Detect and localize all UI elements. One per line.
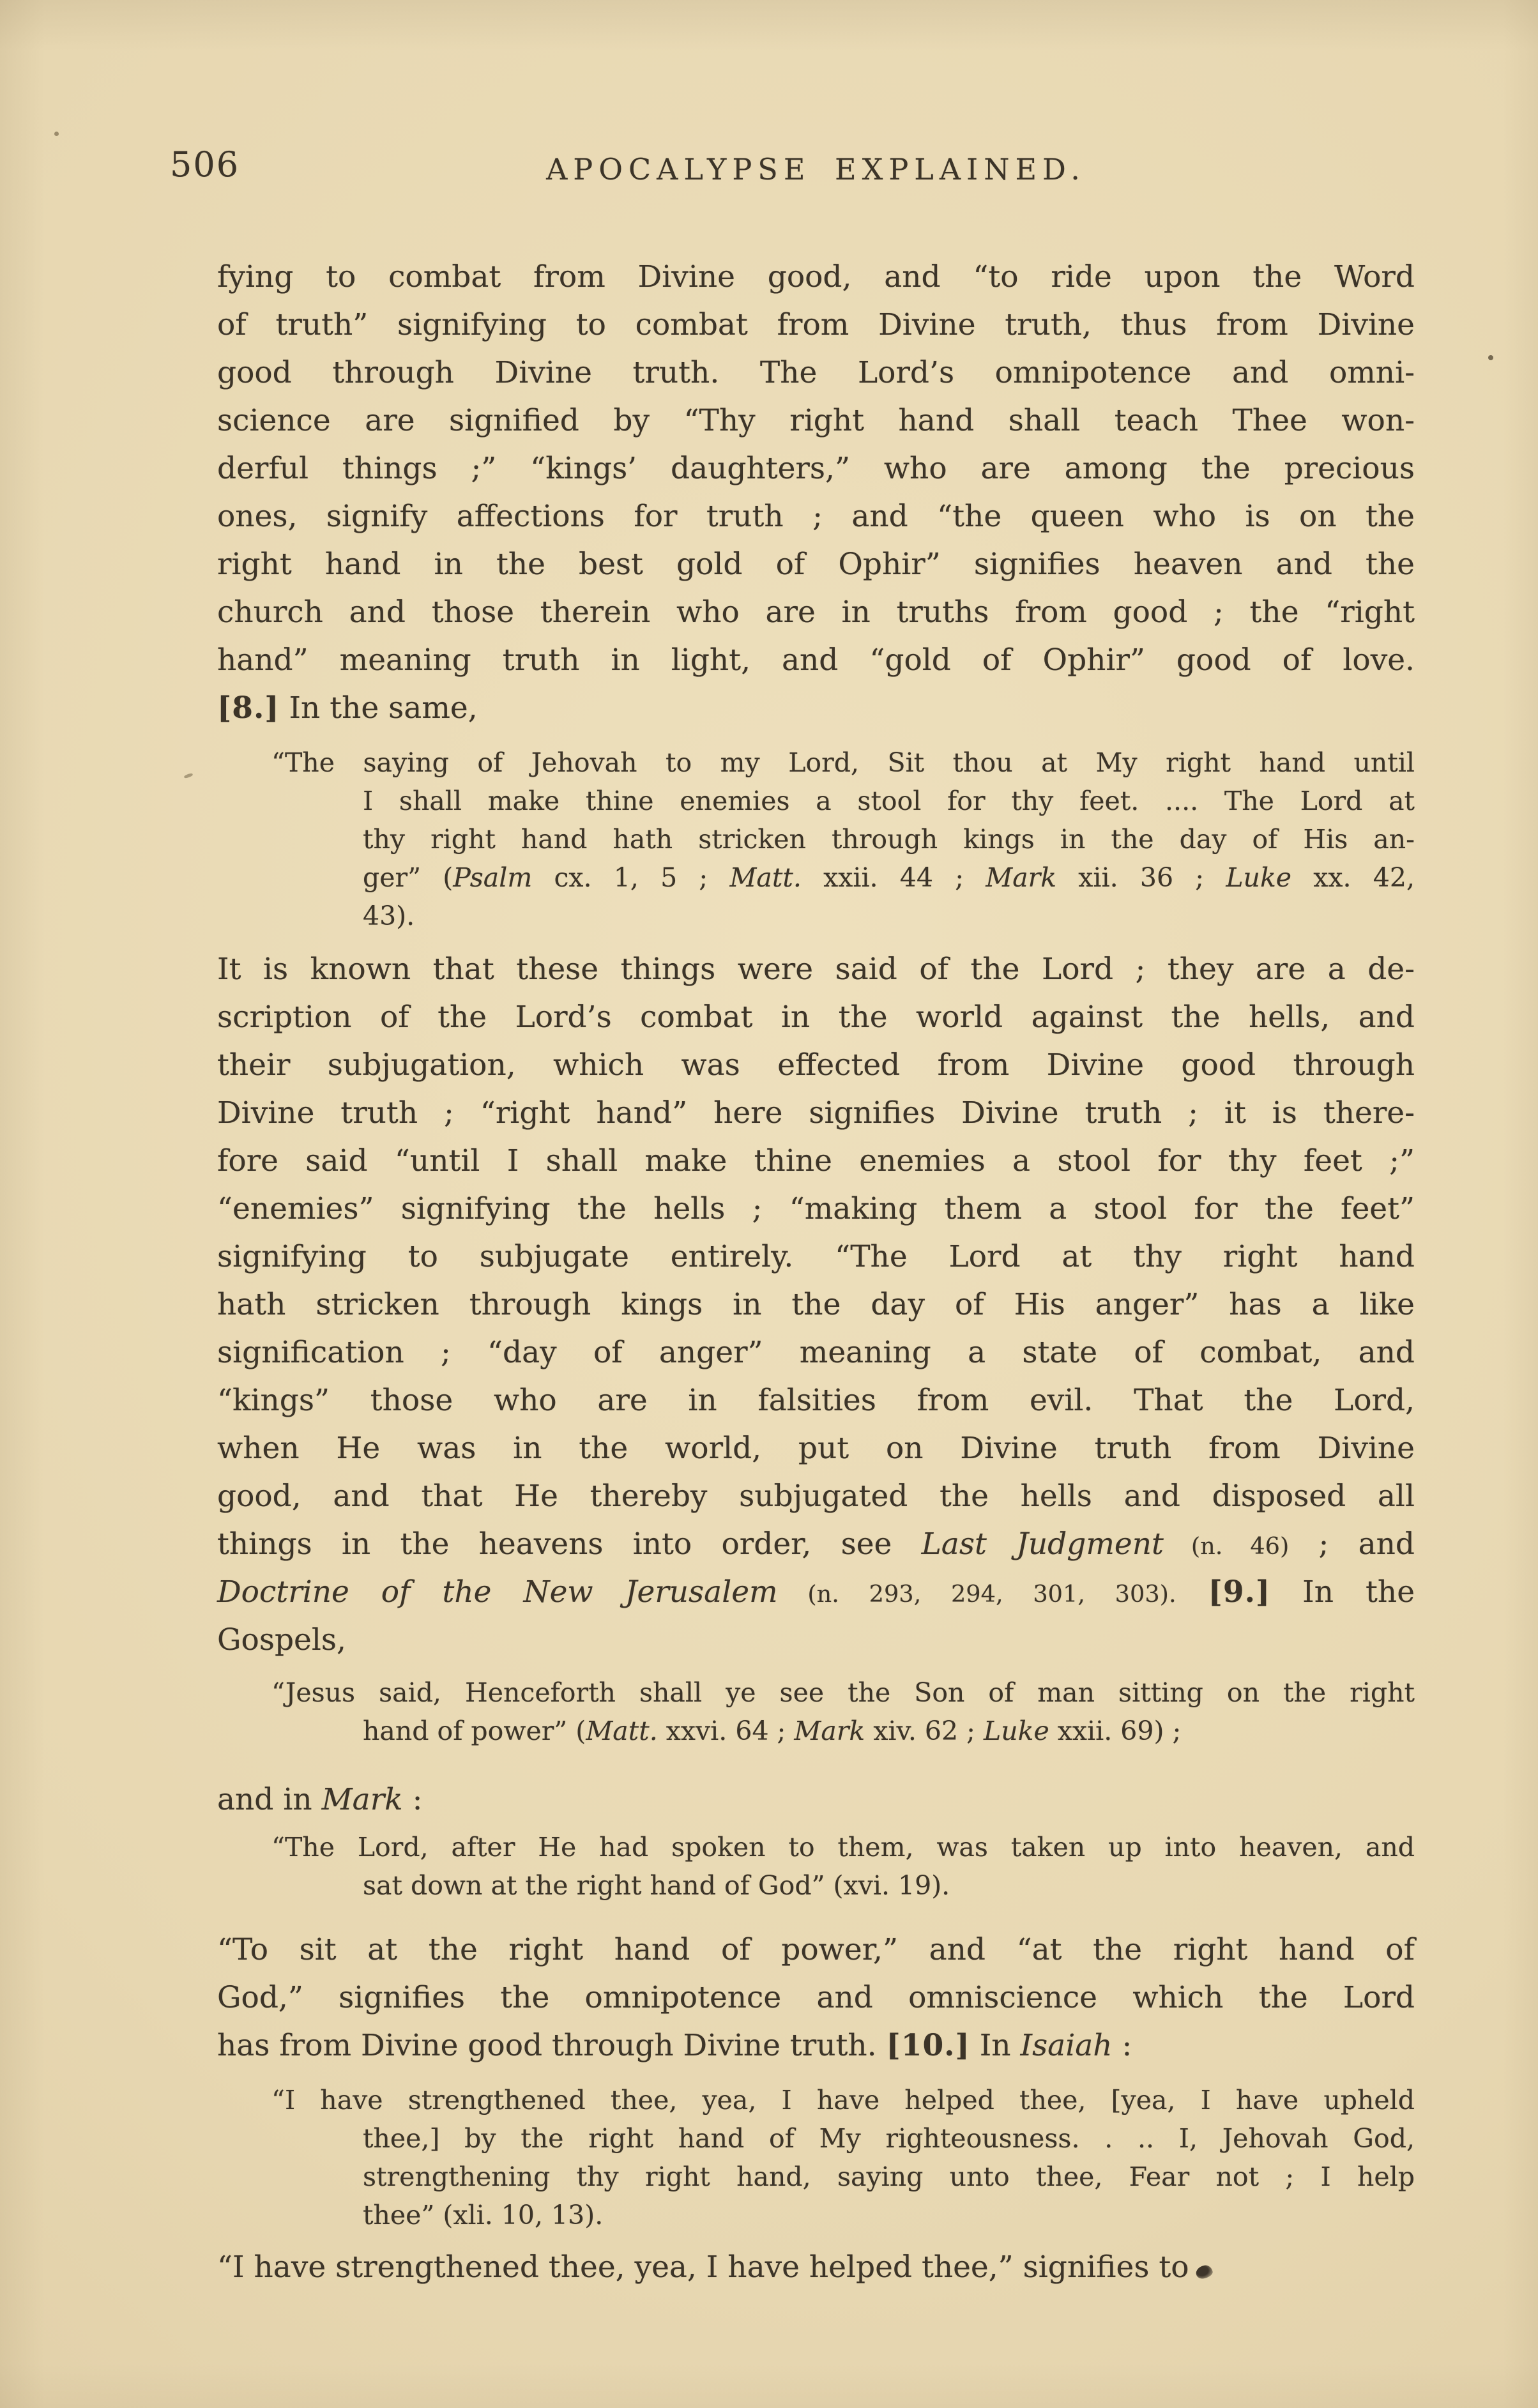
text-line: I shall make thine enemies a stool for thy feet. .... The Lord at (363, 786, 1415, 816)
text-line: “To sit at the right hand of power,” and “at the right hand of (217, 1932, 1415, 1967)
paragraph (217, 2243, 1415, 2291)
text-line: church and those therein who are in truths from good ; the “right (217, 595, 1415, 630)
text-line: good through Divine truth. The Lord’s omnipotence and omni- (217, 355, 1415, 390)
scripture-quote (217, 1673, 1415, 1750)
paper-speck (1488, 355, 1493, 360)
paper-speck (54, 132, 59, 136)
text-line: right hand in the best gold of Ophir” signifies heaven and the (217, 547, 1415, 582)
text-line: “Jesus said, Henceforth shall ye see the Son of man sitting on the right (271, 1677, 1415, 1708)
paragraph (217, 945, 1415, 1664)
scripture-quote (217, 1828, 1415, 1905)
text-line: sat down at the right hand of God” (xvi. 19). (363, 1870, 950, 1901)
text-line: Divine truth ; “right hand” here signifies Divine truth ; it is there- (217, 1095, 1415, 1131)
text-line: ger” (Psalm cx. 1, 5 ; Matt. xxii. 44 ; Mark xii. 36 ; Luke xx. 42, (363, 862, 1415, 893)
text-line: fore said “until I shall make thine enemies a stool for thy feet ;” (217, 1143, 1415, 1178)
text-line: science are signified by “Thy right hand shall teach Thee won- (217, 403, 1415, 438)
text-line: strengthening thy right hand, saying unto thee, Fear not ; I help (363, 2161, 1415, 2192)
scripture-quote (217, 743, 1415, 935)
text-line: It is known that these things were said of the Lord ; they are a de- (217, 952, 1415, 987)
text-line: hand” meaning truth in light, and “gold of Ophir” good of love. (217, 643, 1415, 678)
text-line: “The saying of Jehovah to my Lord, Sit thou at My right hand until (271, 747, 1415, 778)
paragraph (217, 1776, 1415, 1824)
text-line: “I have strengthened thee, yea, I have helped thee, [yea, I have upheld (271, 2085, 1415, 2115)
text-line: hand of power” (Matt. xxvi. 64 ; Mark xiv. 62 ; Luke xxii. 69) ; (363, 1716, 1182, 1746)
ink-blot (1194, 2264, 1214, 2280)
text-line: Gospels, (217, 1622, 346, 1657)
paper-speck (184, 773, 194, 779)
text-line: things in the heavens into order, see Last Judgment (n. 46) ; and (217, 1527, 1415, 1562)
page-body (217, 0, 1415, 2408)
text-line: [8.] In the same, (217, 690, 478, 726)
paragraph (217, 253, 1415, 732)
text-line: signifying to subjugate entirely. “The Lord at thy right hand (217, 1239, 1415, 1274)
text-line: “kings” those who are in falsities from evil. That the Lord, (217, 1383, 1415, 1418)
text-line: “I have strengthened thee, yea, I have helped thee,” signifies to (217, 2243, 1415, 2291)
text-line: hath stricken through kings in the day of His anger” has a like (217, 1287, 1415, 1322)
text-line: has from Divine good through Divine truth. [10.] In Isaiah : (217, 2028, 1132, 2063)
text-line: ones, signify affections for truth ; and “the queen who is on the (217, 499, 1415, 534)
text-line: Doctrine of the New Jerusalem (n. 293, 294, 301, 303). [9.] In the (217, 1574, 1415, 1610)
page-number: 506 (170, 144, 240, 185)
text-line: thee” (xli. 10, 13). (363, 2200, 604, 2230)
running-title: APOCALYPSE EXPLAINED. (546, 152, 1086, 187)
text-line: fying to combat from Divine good, and “to ride upon the Word (217, 259, 1415, 294)
text-line: “The Lord, after He had spoken to them, was taken up into heaven, and (271, 1832, 1415, 1863)
text-line: signification ; “day of anger” meaning a state of combat, and (217, 1335, 1415, 1370)
text-line: God,” signifies the omnipotence and omniscience which the Lord (217, 1980, 1415, 2015)
text-line: scription of the Lord’s combat in the world against the hells, and (217, 1000, 1415, 1035)
text-line: when He was in the world, put on Divine truth from Divine (217, 1431, 1415, 1466)
text-line: “enemies” signifying the hells ; “making them a stool for the feet” (217, 1191, 1415, 1226)
text-line: good, and that He thereby subjugated the hells and disposed all (217, 1479, 1415, 1514)
text-line: and in Mark : (217, 1782, 423, 1817)
scripture-quote (217, 2081, 1415, 2234)
text-line: 43). (363, 901, 415, 931)
text-line: derful things ;” “kings’ daughters,” who are among the precious (217, 451, 1415, 486)
text-line: their subjugation, which was effected from Divine good through (217, 1048, 1415, 1083)
text-line: of truth” signifying to combat from Divine truth, thus from Divine (217, 307, 1415, 342)
text-line: thee,] by the right hand of My righteousness. . .. I, Jehovah God, (363, 2123, 1415, 2154)
text-line: thy right hand hath stricken through kings in the day of His an- (363, 824, 1415, 855)
paragraph (217, 1926, 1415, 2069)
